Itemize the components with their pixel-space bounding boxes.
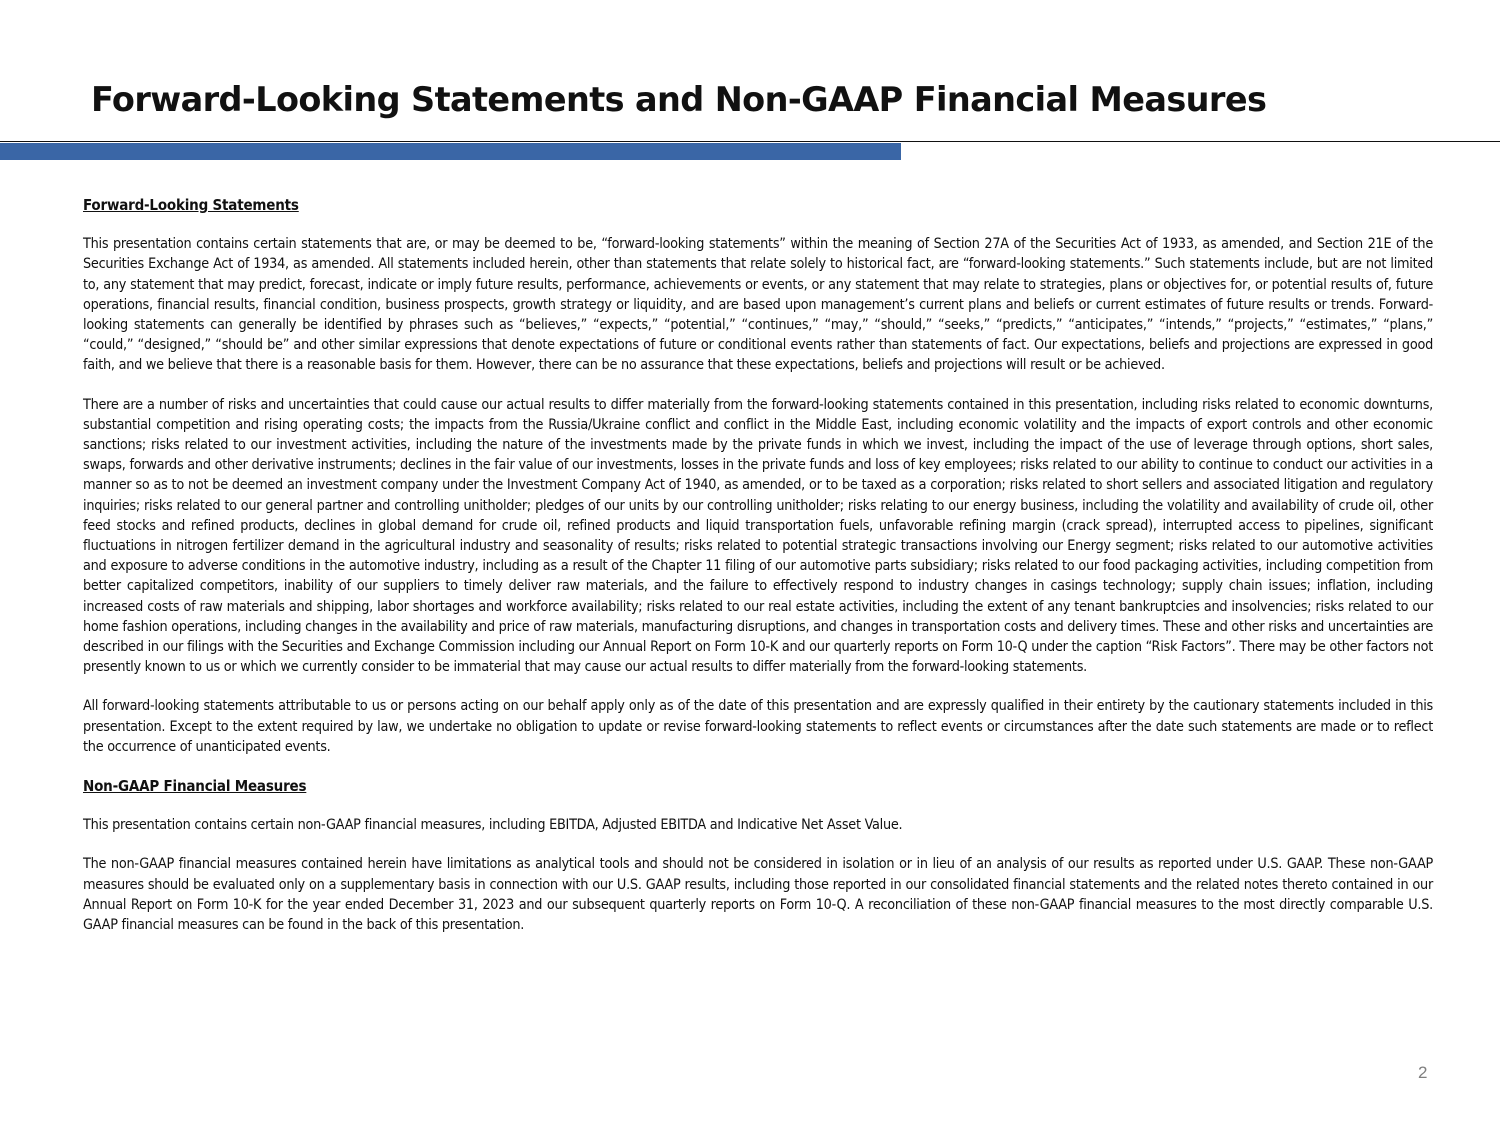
non-gaap-paragraph-1: This presentation contains certain non-GAAP financial measures, including EBITDA, Adjusted EBITDA and Indicative Net Asset Value. [83, 817, 903, 834]
page-number: 2 [1418, 1063, 1428, 1082]
forward-looking-paragraph-3: All forward-looking statements attributable to us or persons acting on our behalf apply only as of the date of this presentation and are expressly qualified in their entirety by the cautionary statements included in this presentation. Except to the extent required by law, we undertake no obligation to update or revise forward-looking statements to reflect events or circumstances after the date such statements are made or to reflect the occurrence of unanticipated events. [83, 698, 1433, 755]
title-accent-bar [0, 143, 901, 160]
slide-body [83, 195, 1433, 954]
page-title: Forward-Looking Statements and Non-GAAP Financial Measures [91, 80, 1267, 119]
forward-looking-section [83, 195, 1433, 757]
forward-looking-paragraph-2: There are a number of risks and uncertainties that could cause our actual results to differ materially from the forward-looking statements contained in this presentation, including risks related to economic downturns, substantial competition and rising operating costs; the impacts from the Russia/Ukraine conflict and conflict in the Middle East, including economic volatility and the impacts of export controls and other economic sanctions; risks related to our investment activities, including the nature of the investments made by the private funds in which we invest, including the impact of the use of leverage through options, short sales, swaps, forwards and other derivative instruments; declines in the fair value of our investments, losses in the private funds and loss of key employees; risks related to our ability to continue to conduct our activities in a manner so as to not be deemed an investment company under the Investment Company Act of 1940, as amended, or to be taxed as a corporation; risks related to short sellers and associated litigation and regulatory inquiries; risks related to our general partner and controlling unitholder; pledges of our units by our controlling unitholder; risks relating to our energy business, including the volatility and availability of crude oil, other feed stocks and refined products, declines in global demand for crude oil, refined products and liquid transportation fuels, unfavorable refining margin (crack spread), interrupted access to pipelines, significant fluctuations in nitrogen fertilizer demand in the agricultural industry and seasonality of results; risks related to potential strategic transactions involving our Energy segment; risks related to our automotive activities and exposure to adverse conditions in the automotive industry, including as a result of the Chapter 11 filing of our automotive parts subsidiary; risks related to our food packaging activities, including competition from better capitalized competitors, inability of our suppliers to timely deliver raw materials, and the failure to effectively respond to industry changes in casings technology; supply chain issues; inflation, including increased costs of raw materials and shipping, labor shortages and workforce availability; risks related to our real estate activities, including the extent of any tenant bankruptcies and insolvencies; risks related to our home fashion operations, including changes in the availability and price of raw materials, manufacturing disruptions, and changes in transportation costs and delivery times. These and other risks and uncertainties are described in our filings with the Securities and Exchange Commission including our Annual Report on Form 10-K and our quarterly reports on Form 10-Q under the caption “Risk Factors”. There may be other factors not presently known to us or which we currently consider to be immaterial that may cause our actual results to differ materially from the forward-looking statements. [83, 396, 1433, 676]
forward-looking-paragraph-1: This presentation contains certain statements that are, or may be deemed to be, “forward-looking statements” within the meaning of Section 27A of the Securities Act of 1933, as amended, and Section 21E of the Securities Exchange Act of 1934, as amended. All statements included herein, other than statements that relate solely to historical fact, are “forward-looking statements.” Such statements include, but are not limited to, any statement that may predict, forecast, indicate or imply future results, performance, achievements or events, or any statement that may relate to strategies, plans or objectives for, or potential results of, future operations, financial results, financial condition, business prospects, growth strategy or liquidity, and are based upon management’s current plans and beliefs or current estimates of future results or trends. Forward-looking statements can generally be identified by phrases such as “believes,” “expects,” “potential,” “continues,” “may,” “should,” “seeks,” “predicts,” “anticipates,” “intends,” “projects,” “estimates,” “plans,” “could,” “designed,” “should be” and other similar expressions that denote expectations of future or conditional events rather than statements of fact. Our expectations, beliefs and projections are expressed in good faith, and we believe that there is a reasonable basis for them. However, there can be no assurance that these expectations, beliefs and projections will result or be achieved. [83, 236, 1433, 374]
non-gaap-paragraph-2: The non-GAAP financial measures contained herein have limitations as analytical tools and should not be considered in isolation or in lieu of an analysis of our results as reported under U.S. GAAP. These non-GAAP measures should be evaluated only on a supplementary basis in connection with our U.S. GAAP results, including those reported in our consolidated financial statements and the related notes thereto contained in our Annual Report on Form 10-K for the year ended December 31, 2023 and our subsequent quarterly reports on Form 10-Q. A reconciliation of these non-GAAP financial measures to the most directly comparable U.S. GAAP financial measures can be found in the back of this presentation. [83, 856, 1433, 934]
title-divider-line [0, 141, 1500, 142]
forward-looking-heading: Forward-Looking Statements [83, 196, 299, 214]
non-gaap-section [83, 776, 1433, 935]
non-gaap-heading: Non-GAAP Financial Measures [83, 777, 307, 796]
